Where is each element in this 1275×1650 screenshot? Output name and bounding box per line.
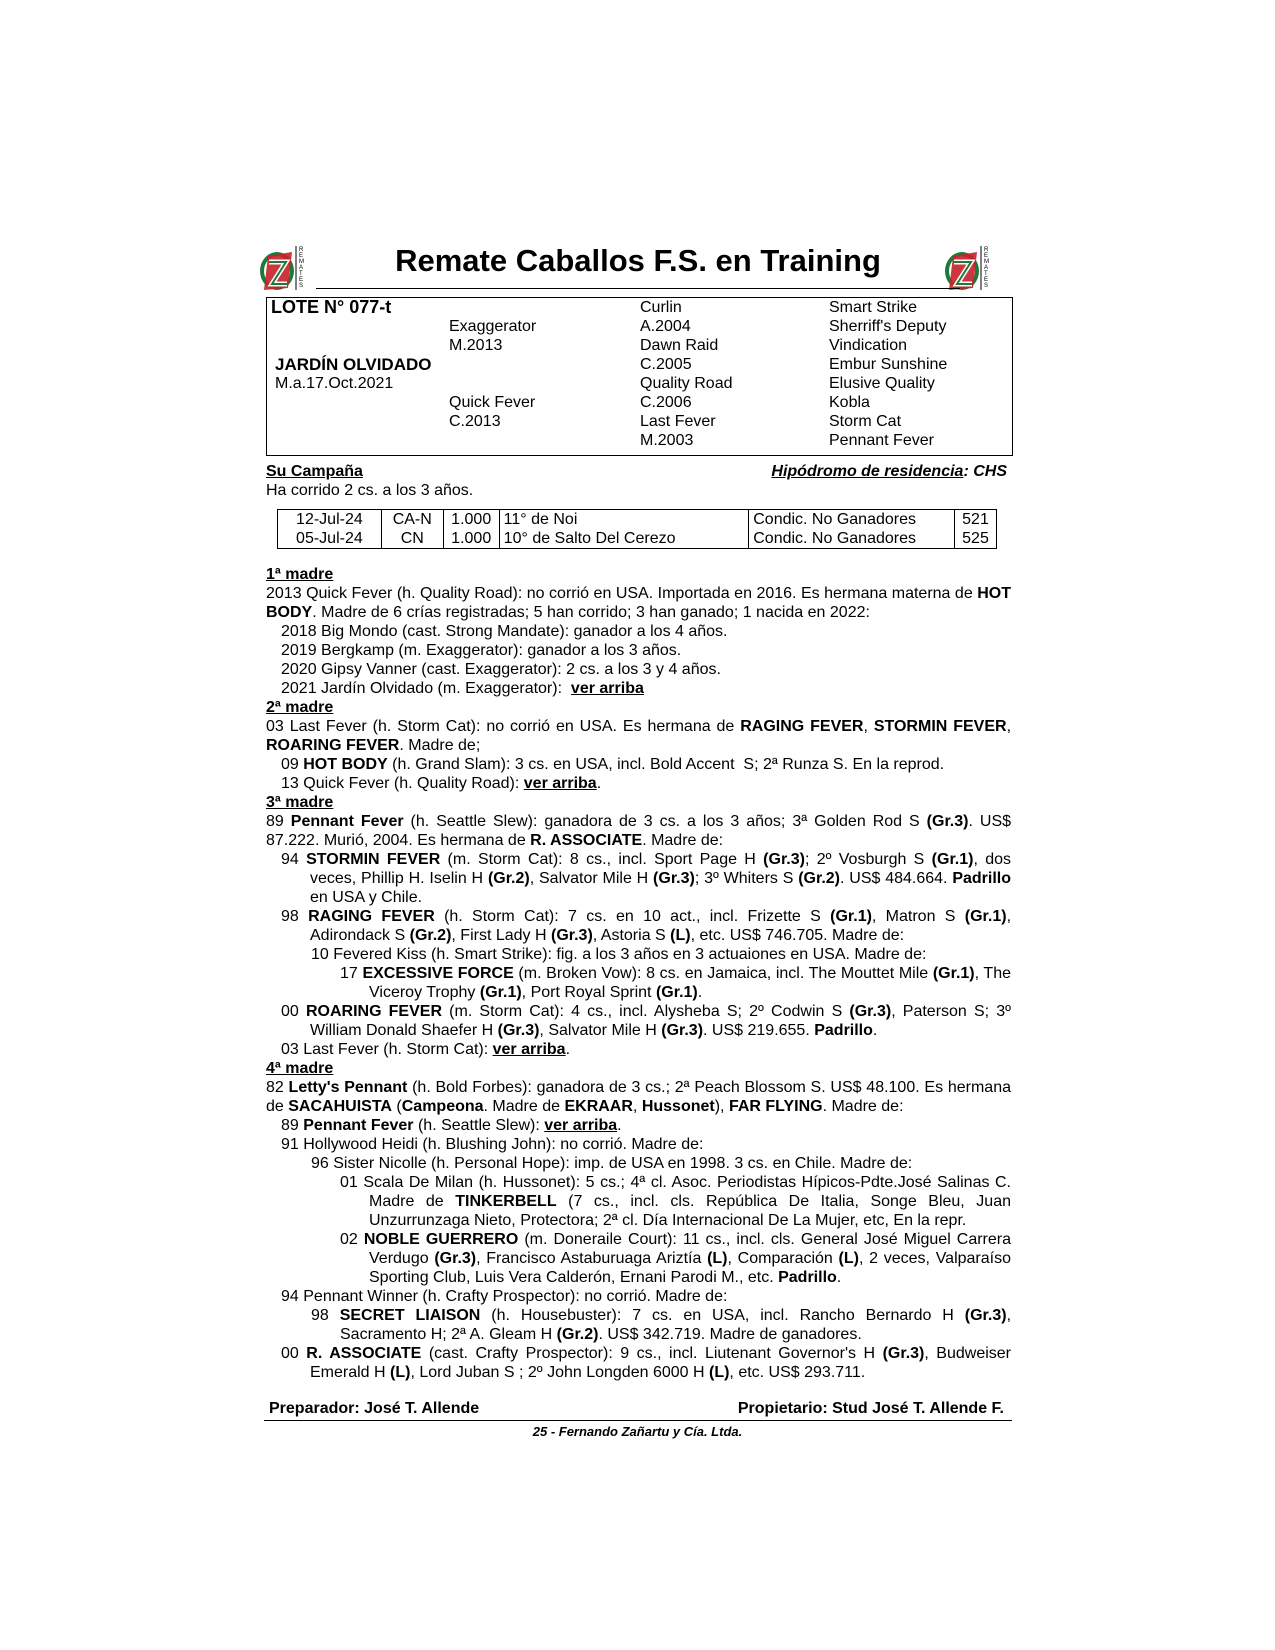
svg-text:E: E bbox=[984, 253, 989, 259]
ver-arriba-link[interactable]: ver arriba bbox=[544, 1117, 618, 1134]
race-condition: Condic. No Ganadores bbox=[749, 529, 955, 549]
svg-text:A: A bbox=[299, 265, 304, 271]
dam-info: C.2013 bbox=[449, 413, 501, 430]
great-grandparent-6: Kobla bbox=[829, 394, 870, 411]
race-type: CN bbox=[381, 529, 443, 549]
owner: Propietario: Stud José T. Allende F. bbox=[737, 1400, 1004, 1417]
lot-number: LOTE N° 077-t bbox=[271, 297, 392, 317]
list-item: 10 Fevered Kiss (h. Smart Strike): fig. a los 3 años en 3 actuaiones en USA. Madre de: bbox=[311, 946, 927, 963]
ver-arriba-link[interactable]: ver arriba bbox=[570, 680, 644, 697]
first-dam-heading: 1ª madre bbox=[266, 566, 334, 583]
race-date: 12-Jul-24 bbox=[278, 510, 382, 530]
svg-text:E: E bbox=[984, 277, 989, 283]
third-dam-text: 89 Pennant Fever (h. Seattle Slew): ganadora de 3 cs. a los 3 años; 3ª Golden Rod S (Gr.3). US$ 87.222. Murió, 2004. Es hermana de R. ASSOCIATE. Madre de: bbox=[266, 813, 1012, 849]
list-item: 96 Sister Nicolle (h. Personal Hope): imp. de USA en 1998. 3 cs. en Chile. Madre de: bbox=[311, 1155, 913, 1172]
residence bbox=[771, 462, 1007, 481]
page-footer: 25 - Fernando Zañartu y Cía. Ltda. bbox=[532, 1424, 743, 1439]
second-dam-text: 03 Last Fever (h. Storm Cat): no corrió en USA. Es hermana de RAGING FEVER, STORMIN FEVER, ROARING FEVER. Madre de; bbox=[266, 718, 1012, 754]
residence-label: Hipódromo de residencia bbox=[771, 463, 964, 480]
zanartu-logo-icon bbox=[258, 244, 314, 294]
list-item: 13 Quick Fever (h. Quality Road): ver arriba. bbox=[281, 775, 602, 792]
race-number: 521 bbox=[955, 510, 997, 530]
list-item: 2020 Gipsy Vanner (cast. Exaggerator): 2 cs. a los 3 y 4 años. bbox=[281, 661, 721, 678]
granddam-1: Dawn Raid bbox=[640, 337, 719, 354]
svg-text:S: S bbox=[299, 283, 304, 289]
first-dam-text: 2013 Quick Fever (h. Quality Road): no corrió en USA. Importada en 2016. Es hermana materna de HOT BODY. Madre de 6 crías registradas; 5 han corrido; 3 han ganado; 1 nacida en 2022: bbox=[266, 585, 1011, 621]
title-divider bbox=[316, 288, 960, 289]
great-grandparent-8: Pennant Fever bbox=[829, 432, 934, 449]
race-result: 11° de Noi bbox=[499, 510, 749, 530]
footer-divider bbox=[264, 1420, 1012, 1421]
list-item: 00 ROARING FEVER (m. Storm Cat): 4 cs., incl. Alysheba S; 2º Codwin S (Gr.3), Paterson S; 3º William Donald Shaefer H (Gr.3), Salvator Mile H (Gr.3). US$ 219.655. Padrillo. bbox=[281, 1003, 1011, 1039]
sire: Exaggerator bbox=[449, 318, 537, 335]
list-item: 98 SECRET LIAISON (h. Housebuster): 7 cs. en USA, incl. Rancho Bernardo H (Gr.3), Sacramento H; 2ª A. Gleam H (Gr.2). US$ 342.719. Madre de ganadores. bbox=[311, 1307, 1012, 1343]
svg-text:E: E bbox=[299, 253, 304, 259]
granddam-2-info: M.2003 bbox=[640, 432, 694, 449]
svg-text:S: S bbox=[984, 283, 989, 289]
campaign-summary: Ha corrido 2 cs. a los 3 años. bbox=[266, 482, 474, 499]
table-row bbox=[278, 529, 997, 549]
list-item: 02 NOBLE GUERRERO (m. Doneraile Court): 11 cs., incl. cls. General José Miguel Carrera Verdugo (Gr.3), Francisco Astaburuaga Ariztía (L), Comparación (L), 2 veces, Valparaíso Sporting Club, Luis Vera Calderón, Ernani Parodi M., etc. Padrillo. bbox=[340, 1231, 1012, 1286]
race-distance: 1.000 bbox=[443, 510, 499, 530]
svg-text:R: R bbox=[984, 247, 989, 253]
list-item: 98 RAGING FEVER (h. Storm Cat): 7 cs. en 10 act., incl. Frizette S (Gr.1), Matron S (Gr.1), Adirondack S (Gr.2), First Lady H (Gr.3), Astoria S (L), etc. US$ 746.705. Madre de: bbox=[281, 908, 1012, 944]
svg-text:A: A bbox=[984, 265, 989, 271]
logo-left bbox=[258, 244, 314, 294]
svg-text:R: R bbox=[299, 247, 304, 253]
svg-text:M: M bbox=[299, 259, 304, 265]
list-item: 2021 Jardín Olvidado (m. Exaggerator): ver arriba bbox=[281, 680, 644, 697]
race-condition: Condic. No Ganadores bbox=[749, 510, 955, 530]
race-result: 10° de Salto Del Cerezo bbox=[499, 529, 749, 549]
fourth-dam-heading: 4ª madre bbox=[266, 1060, 334, 1077]
race-distance: 1.000 bbox=[443, 529, 499, 549]
dam: Quick Fever bbox=[449, 394, 536, 411]
grandsire-1: Curlin bbox=[640, 299, 682, 316]
list-item: 2018 Big Mondo (cast. Strong Mandate): ganador a los 4 años. bbox=[281, 623, 728, 640]
sire-info: M.2013 bbox=[449, 337, 503, 354]
list-item: 03 Last Fever (h. Storm Cat): ver arriba. bbox=[281, 1041, 571, 1058]
race-date: 05-Jul-24 bbox=[278, 529, 382, 549]
trainer: Preparador: José T. Allende bbox=[269, 1400, 480, 1417]
horse-name: JARDÍN OLVIDADO bbox=[275, 355, 432, 374]
great-grandparent-4: Embur Sunshine bbox=[829, 356, 948, 373]
svg-text:T: T bbox=[984, 271, 988, 277]
great-grandparent-5: Elusive Quality bbox=[829, 375, 935, 392]
list-item: 94 Pennant Winner (h. Crafty Prospector): no corrió. Madre de: bbox=[281, 1288, 728, 1305]
ver-arriba-link[interactable]: ver arriba bbox=[492, 1041, 566, 1058]
great-grandparent-7: Storm Cat bbox=[829, 413, 902, 430]
page-title: Remate Caballos F.S. en Training bbox=[395, 243, 881, 278]
list-item: 91 Hollywood Heidi (h. Blushing John): no corrió. Madre de: bbox=[281, 1136, 704, 1153]
third-dam-heading: 3ª madre bbox=[266, 794, 334, 811]
campaign-heading: Su Campaña bbox=[266, 463, 363, 480]
list-item: 09 HOT BODY (h. Grand Slam): 3 cs. en USA, incl. Bold Accent S; 2ª Runza S. En la reprod. bbox=[281, 756, 945, 773]
grandsire-2-info: C.2006 bbox=[640, 394, 692, 411]
race-type: CA-N bbox=[381, 510, 443, 530]
list-item: 01 Scala De Milan (h. Hussonet): 5 cs.; 4ª cl. Asoc. Periodistas Hípicos-Pdte.José Salinas C. Madre de TINKERBELL (7 cs., incl. cls. República De Italia, Songe Bleu, Juan Unzurrunzaga Nieto, Protectora; 2ª cl. Día Internacional De La Mujer, etc, En la repr. bbox=[340, 1174, 1011, 1229]
residence-value: : CHS bbox=[963, 463, 1007, 480]
granddam-1-info: C.2005 bbox=[640, 356, 692, 373]
family-section bbox=[266, 565, 1011, 1382]
second-dam-heading: 2ª madre bbox=[266, 699, 334, 716]
svg-text:T: T bbox=[299, 271, 303, 277]
svg-text:M: M bbox=[984, 259, 989, 265]
great-grandparent-2: Sherriff's Deputy bbox=[829, 318, 947, 335]
horse-info: M.a.17.Oct.2021 bbox=[275, 375, 394, 392]
grandsire-1-info: A.2004 bbox=[640, 318, 691, 335]
table-row bbox=[278, 510, 997, 530]
race-number: 525 bbox=[955, 529, 997, 549]
svg-text:E: E bbox=[299, 277, 304, 283]
grandsire-2: Quality Road bbox=[640, 375, 733, 392]
list-item: 17 EXCESSIVE FORCE (m. Broken Vow): 8 cs. en Jamaica, incl. The Mouttet Mile (Gr.1), The Viceroy Trophy (Gr.1), Port Royal Sprint (Gr.1). bbox=[340, 965, 1012, 1001]
great-grandparent-1: Smart Strike bbox=[829, 299, 918, 316]
fourth-dam-text: 82 Letty's Pennant (h. Bold Forbes): ganadora de 3 cs.; 2ª Peach Blossom S. US$ 48.100. Es hermana de SACAHUISTA (Campeona. Madre de EKRAAR, Hussonet), FAR FLYING. Madre de: bbox=[266, 1079, 1011, 1115]
great-grandparent-3: Vindication bbox=[829, 337, 907, 354]
race-table bbox=[277, 509, 997, 549]
granddam-2: Last Fever bbox=[640, 413, 716, 430]
pedigree-box bbox=[266, 297, 1013, 456]
list-item: 2019 Bergkamp (m. Exaggerator): ganador a los 3 años. bbox=[281, 642, 682, 659]
list-item: 94 STORMIN FEVER (m. Storm Cat): 8 cs., incl. Sport Page H (Gr.3); 2º Vosburgh S (Gr.1), dos veces, Phillip H. Iselin H (Gr.2), Salvator Mile H (Gr.3); 3º Whiters S (Gr.2). US$ 484.664. Padrillo en USA y Chile. bbox=[281, 851, 1012, 906]
list-item: 89 Pennant Fever (h. Seattle Slew): ver arriba. bbox=[281, 1117, 622, 1134]
ver-arriba-link[interactable]: ver arriba bbox=[523, 775, 597, 792]
list-item: 00 R. ASSOCIATE (cast. Crafty Prospector): 9 cs., incl. Liutenant Governor's H (Gr.3), Budweiser Emerald H (L), Lord Juban S ; 2º John Longden 6000 H (L), etc. US$ 293.711. bbox=[281, 1345, 1012, 1381]
